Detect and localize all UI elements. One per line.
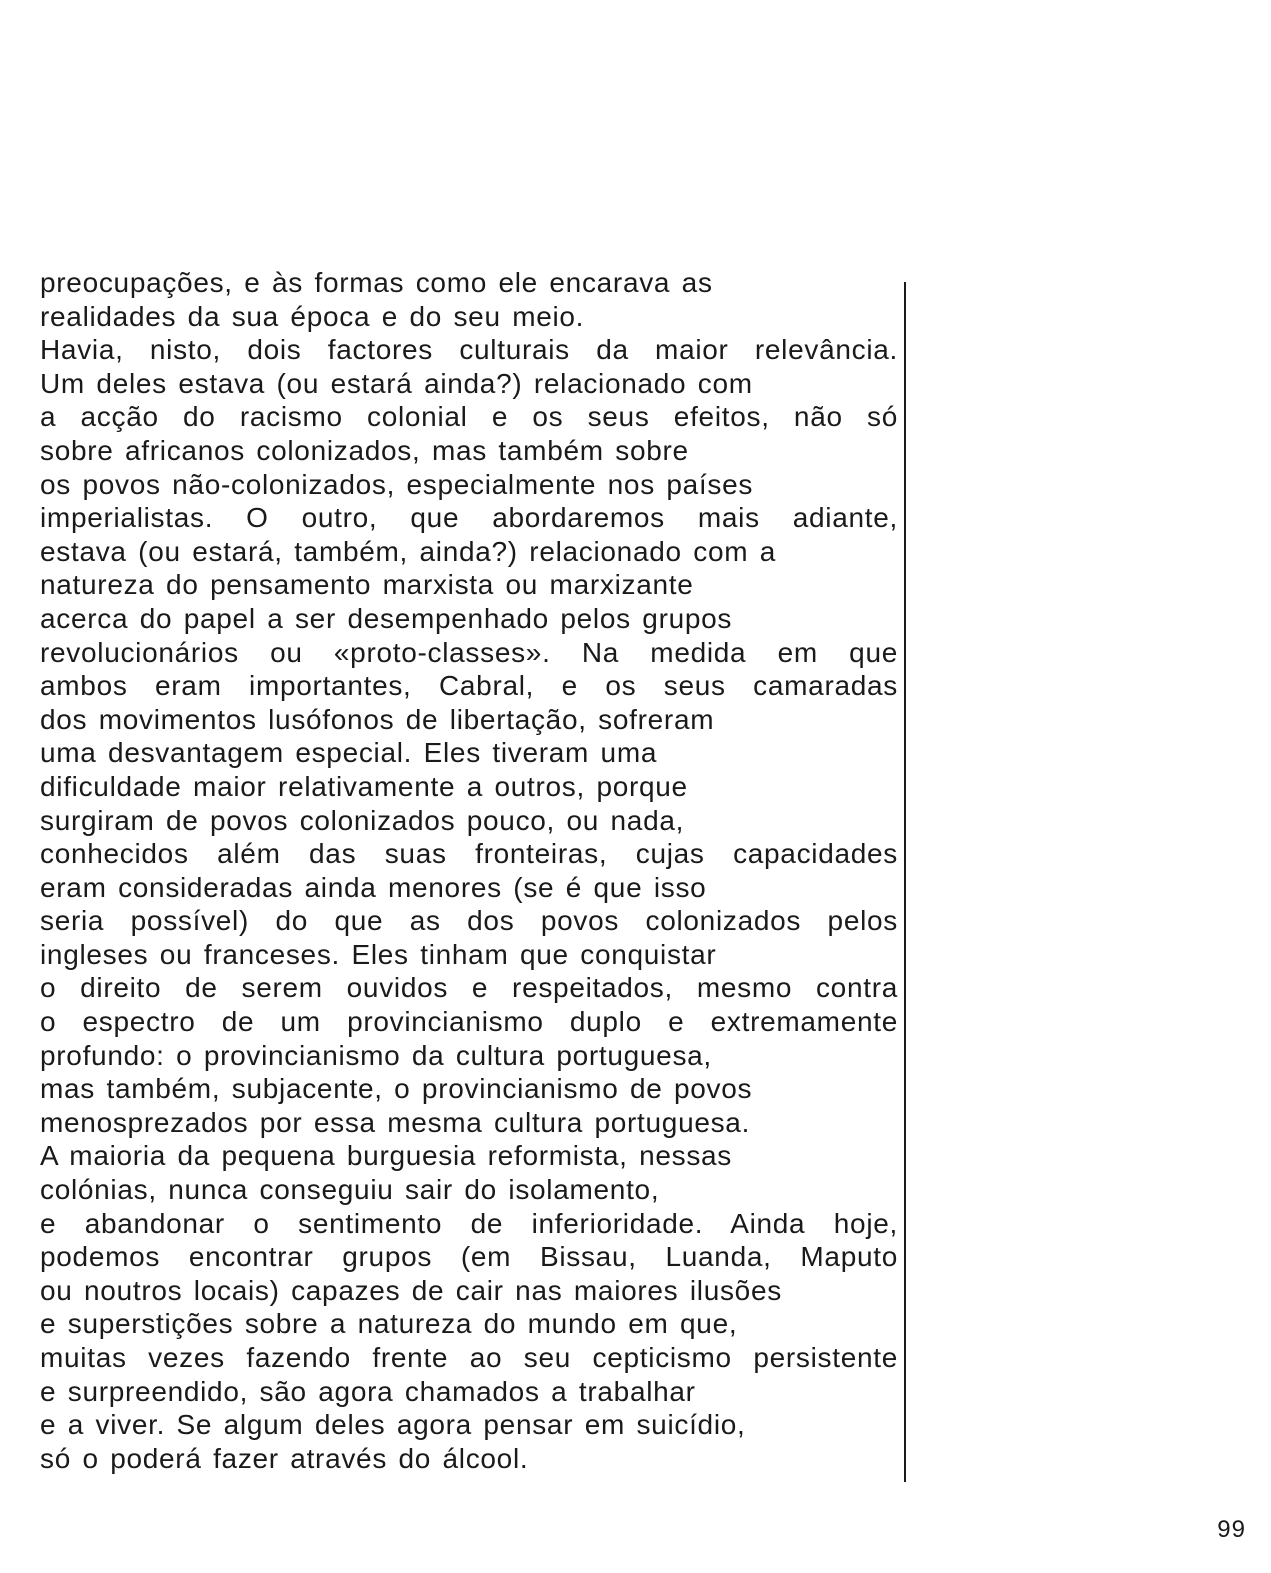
text-line: só o poderá fazer através do álcool. bbox=[40, 1442, 529, 1474]
text-line: mas também, subjacente, o provincianismo de povos bbox=[40, 1073, 753, 1105]
text-line: ambos eram importantes, Cabral, e os seus camaradas bbox=[40, 670, 898, 702]
text-line: eram consideradas ainda menores (se é que isso bbox=[40, 871, 707, 903]
text-line: e superstições sobre a natureza do mundo em que, bbox=[40, 1308, 738, 1340]
text-line: o espectro de um provincianismo duplo e extremamente bbox=[40, 1006, 898, 1038]
text-line: dos movimentos lusófonos de libertação, sofreram bbox=[40, 703, 715, 735]
text-line: estava (ou estará, também, ainda?) relacionado com a bbox=[40, 535, 776, 567]
text-line: muitas vezes fazendo frente ao seu cepticismo persistente bbox=[40, 1342, 898, 1373]
text-line: Um deles estava (ou estará ainda?) relacionado com bbox=[40, 367, 753, 399]
text-line: preocupações, e às formas como ele encarava as bbox=[40, 267, 713, 298]
text-line: uma desvantagem especial. Eles tiveram uma bbox=[40, 737, 658, 769]
text-line: sobre africanos colonizados, mas também sobre bbox=[40, 434, 689, 466]
text-line: surgiram de povos colonizados pouco, ou nada, bbox=[40, 804, 685, 836]
text-line: e a viver. Se algum deles agora pensar em suicídio, bbox=[40, 1409, 746, 1441]
text-line: podemos encontrar grupos (em Bissau, Luanda, Maputo bbox=[40, 1241, 898, 1273]
text-line: menosprezados por essa mesma cultura portuguesa. bbox=[40, 1106, 751, 1138]
body-text bbox=[40, 266, 900, 1475]
text-line: e abandonar o sentimento de inferioridade. Ainda hoje, bbox=[40, 1207, 898, 1239]
page-number: 99 bbox=[1217, 1516, 1246, 1543]
text-line: realidades da sua época e do seu meio. bbox=[40, 300, 585, 332]
text-line: seria possível) do que as dos povos colonizados pelos bbox=[40, 905, 898, 937]
text-line: revolucionários ou «proto-classes». Na medida em que bbox=[40, 636, 898, 668]
text-line: acerca do papel a ser desempenhado pelos grupos bbox=[40, 602, 733, 634]
text-line: ingleses ou franceses. Eles tinham que conquistar bbox=[40, 938, 717, 970]
text-line: A maioria da pequena burguesia reformista, nessas bbox=[40, 1140, 733, 1172]
margin-vertical-rule bbox=[904, 282, 906, 1482]
text-line: profundo: o provincianismo da cultura portuguesa, bbox=[40, 1039, 712, 1071]
text-line: colónias, nunca conseguiu sair do isolamento, bbox=[40, 1174, 660, 1206]
text-line: o direito de serem ouvidos e respeitados, mesmo contra bbox=[40, 972, 898, 1004]
text-line: conhecidos além das suas fronteiras, cujas capacidades bbox=[40, 838, 898, 870]
text-line: ou noutros locais) capazes de cair nas maiores ilusões bbox=[40, 1274, 782, 1306]
text-line: os povos não-colonizados, especialmente nos países bbox=[40, 468, 754, 500]
text-line: natureza do pensamento marxista ou marxizante bbox=[40, 569, 694, 601]
text-line: Havia, nisto, dois factores culturais da maior relevância. bbox=[40, 334, 898, 366]
text-line: dificuldade maior relativamente a outros, porque bbox=[40, 770, 688, 802]
text-line: imperialistas. O outro, que abordaremos mais adiante, bbox=[40, 502, 898, 534]
text-line: e surpreendido, são agora chamados a trabalhar bbox=[40, 1375, 696, 1407]
text-line: a acção do racismo colonial e os seus efeitos, não só bbox=[40, 401, 898, 433]
